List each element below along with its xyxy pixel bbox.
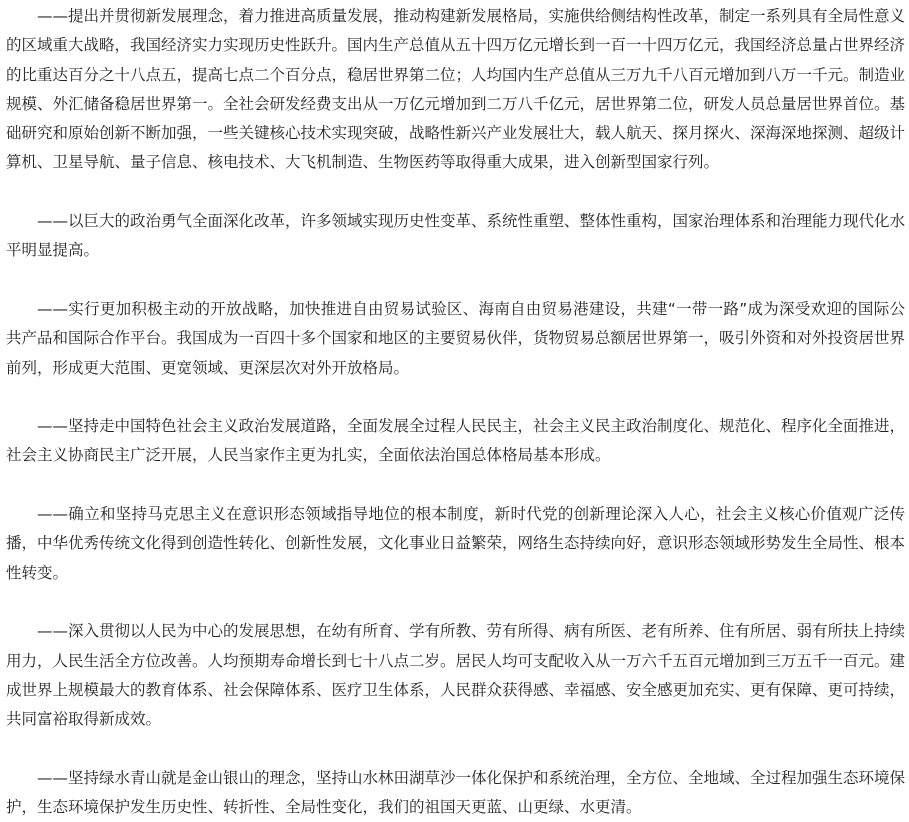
paragraph-livelihood: ——深入贯彻以人民为中心的发展思想，在幼有所育、学有所教、劳有所得、病有所医、老有所养、住有所居、弱有所扶上持续用力，人民生活全方位改善。人均预期寿命增长到七十八点二岁。居民人均可支配收入从一万六千五百元增加到三万五千一百元。建成世界上规模最大的教育体系、社会保障体系、医疗卫生体系，人民群众获得感、幸福感、安全感更加充实、更有保障、更可持续，共同富裕取得新成效。 (6, 622, 906, 729)
paragraph-reform: ——以巨大的政治勇气全面深化改革，许多领域实现历史性变革、系统性重塑、整体性重构，国家治理体系和治理能力现代化水平明显提高。 (6, 212, 906, 260)
paragraph-economy: ——提出并贯彻新发展理念，着力推进高质量发展，推动构建新发展格局，实施供给侧结构性改革，制定一系列具有全局性意义的区域重大战略，我国经济实力实现历史性跃升。国内生产总值从五十四万亿元增长到一百一十四万亿元，我国经济总量占世界经济的比重达百分之十八点五，提高七点二个百分点，稳居世界第二位；人均国内生产总值从三万九千八百元增加到八万一千元。制造业规模、外汇储备稳居世界第一。全社会研发经费支出从一万亿元增加到二万八千亿元，居世界第二位，研发人员总量居世界首位。基础研究和原始创新不断加强，一些关键核心技术实现突破，战略性新兴产业发展壮大，载人航天、探月探火、深海深地探测、超级计算机、卫星导航、量子信息、核电技术、大飞机制造、生物医药等取得重大成果，进入创新型国家行列。 (6, 7, 906, 172)
paragraph-ideology: ——确立和坚持马克思主义在意识形态领域指导地位的根本制度，新时代党的创新理论深入人心，社会主义核心价值观广泛传播，中华优秀传统文化得到创造性转化、创新性发展，文化事业日益繁荣，网络生态持续向好，意识形态领域形势发生全局性、根本性转变。 (6, 505, 906, 582)
paragraph-opening-up: ——实行更加积极主动的开放战略，加快推进自由贸易试验区、海南自由贸易港建设，共建“一带一路”成为深受欢迎的国际公共产品和国际合作平台。我国成为一百四十多个国家和地区的主要贸易伙伴，货物贸易总额居世界第一，吸引外资和对外投资居世界前列，形成更大范围、更宽领域、更深层次对外开放格局。 (6, 299, 906, 377)
paragraph-ecology: ——坚持绿水青山就是金山银山的理念，坚持山水林田湖草沙一体化保护和系统治理，全方位、全地域、全过程加强生态环境保护，生态环境保护发生历史性、转折性、全局性变化，我们的祖国天更蓝、山更绿、水更清。 (6, 768, 906, 817)
paragraph-democracy: ——坚持走中国特色社会主义政治发展道路，全面发展全过程人民民主，社会主义民主政治制度化、规范化、程序化全面推进，社会主义协商民主广泛开展，人民当家作主更为扎实，全面依法治国总体格局基本形成。 (6, 417, 906, 465)
